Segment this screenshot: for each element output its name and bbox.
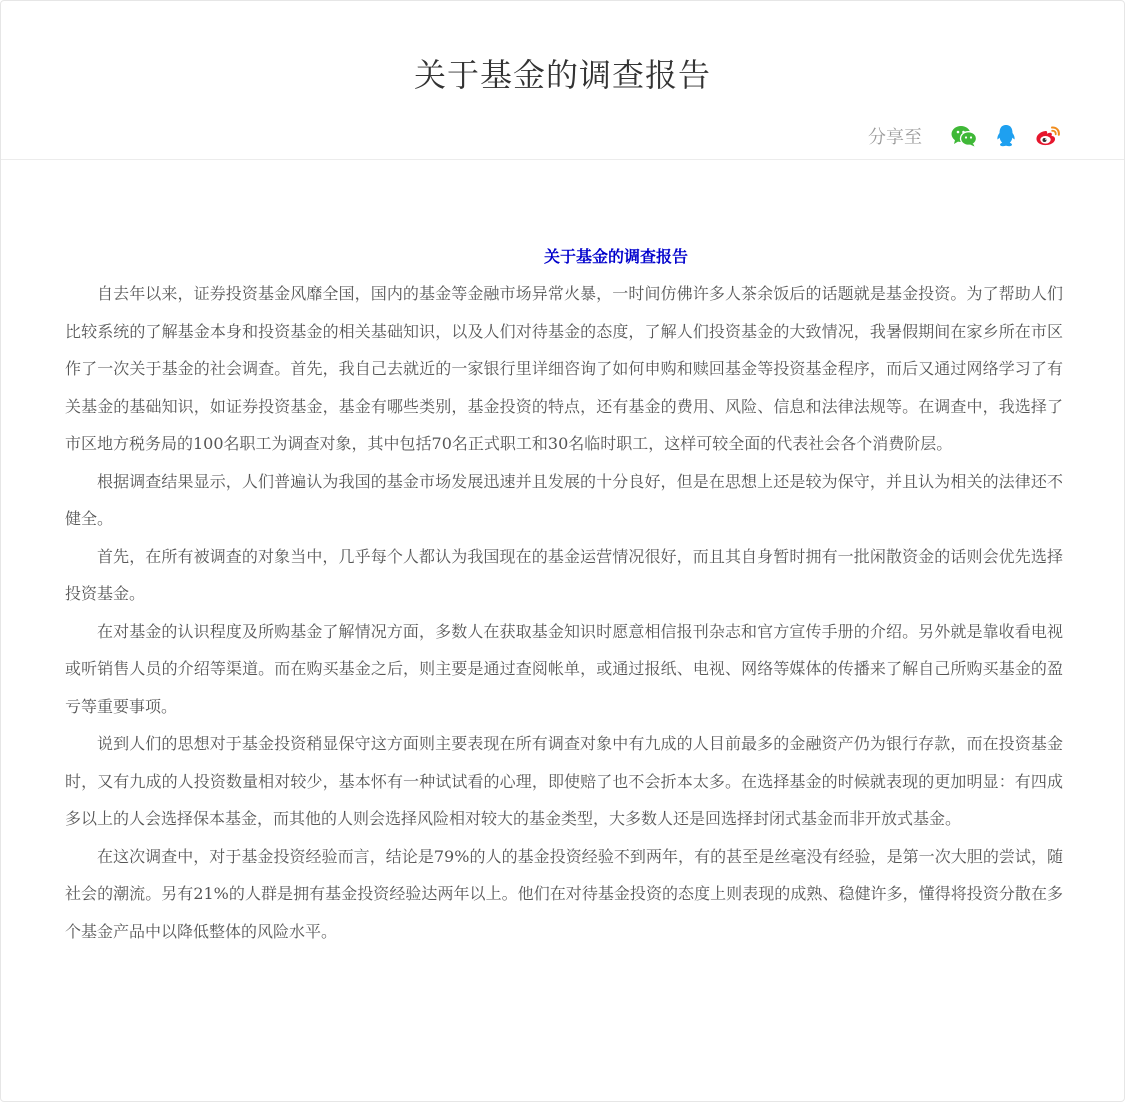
share-qq-button[interactable] <box>992 122 1020 150</box>
share-wechat-button[interactable] <box>950 122 978 150</box>
weibo-icon <box>1035 125 1061 147</box>
paragraph: 在这次调查中，对于基金投资经验而言，结论是79%的人的基金投资经验不到两年，有的甚至是丝毫没有经验，是第一次大胆的尝试，随社会的潮流。另有21%的人群是拥有基金投资经验达两年以上。他们在对待基金投资的态度上则表现的成熟、稳健许多，懂得将投资分散在多个基金产品中以降低整体的风险水平。 <box>65 846 1063 941</box>
share-bar <box>868 121 1062 151</box>
paragraph: 在对基金的认识程度及所购基金了解情况方面，多数人在获取基金知识时愿意相信报刊杂志和官方宣传手册的介绍。另外就是靠收看电视或听销售人员的介绍等渠道。而在购买基金之后，则主要是通过查阅帐单，或通过报纸、电视、网络等媒体的传播来了解自己所购买基金的盈亏等重要事项。 <box>65 621 1063 716</box>
qq-icon <box>995 124 1017 148</box>
share-label: 分享至 <box>868 127 922 148</box>
article-title: 关于基金的调查报告 <box>543 247 688 266</box>
paragraph: 根据调查结果显示，人们普遍认为我国的基金市场发展迅速并且发展的十分良好，但是在思想上还是较为保守，并且认为相关的法律还不健全。 <box>65 471 1063 528</box>
article-body <box>65 239 1063 950</box>
page-title: 关于基金的调查报告 <box>413 56 711 94</box>
paragraph: 首先，在所有被调查的对象当中，几乎每个人都认为我国现在的基金运营情况很好，而且其自身暂时拥有一批闲散资金的话则会优先选择投资基金。 <box>65 546 1063 603</box>
share-weibo-button[interactable] <box>1034 122 1062 150</box>
article-header <box>1 1 1124 160</box>
paragraph: 说到人们的思想对于基金投资稍显保守这方面则主要表现在所有调查对象中有九成的人目前最多的金融资产仍为银行存款，而在投资基金时，又有九成的人投资数量相对较少，基本怀有一种试试看的心理，即使赔了也不会折本太多。在选择基金的时候就表现的更加明显：有四成多以上的人会选择保本基金，而其他的人则会选择风险相对较大的基金类型，大多数人还是回选择封闭式基金而非开放式基金。 <box>65 734 1063 828</box>
wechat-icon <box>951 125 977 147</box>
paragraph: 自去年以来，证券投资基金风靡全国，国内的基金等金融市场异常火暴，一时间仿佛许多人茶余饭后的话题就是基金投资。为了帮助人们比较系统的了解基金本身和投资基金的相关基础知识，以及人们对待基金的态度，了解人们投资基金的大致情况，我暑假期间在家乡所在市区作了一次关于基金的社会调查。首先，我自己去就近的一家银行里详细咨询了如何申购和赎回基金等投资基金程序，而后又通过网络学习了有关基金的基础知识，如证券投资基金，基金有哪些类别，基金投资的特点，还有基金的费用、风险、信息和法律法规等。在调查中，我选择了市区地方税务局的100名职工为调查对象，其中包括70名正式职工和30名临时职工，这样可较全面的代表社会各个消费阶层。 <box>65 284 1063 453</box>
